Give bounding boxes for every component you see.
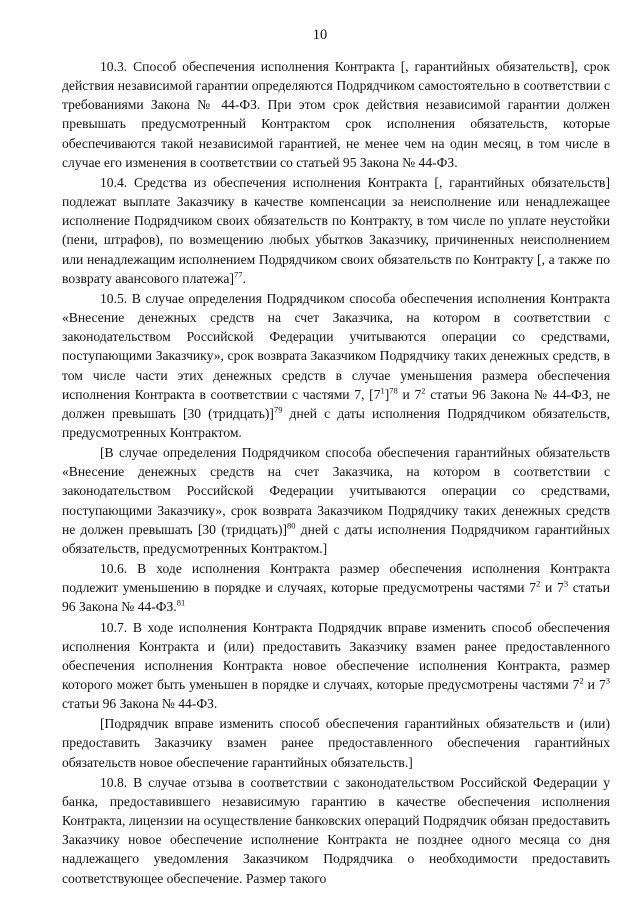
- paragraph-10-4: 10.4. Средства из обеспечения исполнения Контракта [, гарантийных обязательств] подлежат выплате Заказчику в качестве компенсации за неисполнение или ненадлежащее исполнение Подрядчиком своих обязательств по Контракту, в том числе по уплате неустойки (пени, штрафов), по возмещению любых убытков Заказчику, причиненных неисполнением или ненадлежащим исполнением Подрядчиком своих обязательств по Контракту [, а также по возврату авансового платежа]$^{77}$.: [62, 174, 610, 286]
- footnote-ref: 1: [380, 385, 385, 396]
- paragraph-10-7: 10.7. В ходе исполнения Контракта Подрядчик вправе изменить способ обеспечения исполнения Контракта и (или) предоставить Заказчику взамен ранее предоставленного обеспечения исполнения Контракта новое обеспечение исполнения Контракта, размер которого может быть уменьшен в порядке и случаях, которые предусмотрены частями $7^2$ и $7^3$ статьи 96 Закона № 44-ФЗ.: [62, 619, 610, 712]
- footnote-ref: 3: [563, 578, 569, 589]
- paragraph-10-3: 10.3. Способ обеспечения исполнения Контракта [, гарантийных обязательств], срок действия независимой гарантии определяются Подрядчиком самостоятельно в соответствии с требованиями Закона № 44-ФЗ. При этом срок действия независимой гарантии должен превышать предусмотренный Контрактом срок исполнения обязательств, которые обеспечиваются такой независимой гарантией, не менее чем на один месяц, в том числе в случае его изменения в соответствии со статьей 95 Закона № 44-ФЗ.: [62, 59, 610, 170]
- footnote-ref: 78: [389, 385, 398, 396]
- footnote-ref: 81: [176, 597, 186, 608]
- footnote-ref: 79: [273, 404, 283, 415]
- footnote-ref: 77: [233, 269, 243, 280]
- document-body: [62, 57, 610, 888]
- paragraph-10-7-guarantee: [Подрядчик вправе изменить способ обеспечения гарантийных обязательств и (или) предоставить Заказчику взамен ранее предоставленного обеспечения гарантийных обязательств новое обеспечение гарантийных обязательств.]: [62, 716, 610, 770]
- paragraph-10-6: 10.6. В ходе исполнения Контракта размер обеспечения исполнения Контракта подлежит уменьшению в порядке и случаях, которые предусмотрены частями $7^2$ и $7^3$ статьи 96 Закона № 44-ФЗ.$^{81}$: [62, 561, 610, 615]
- paragraph-10-8: 10.8. В случае отзыва в соответствии с законодательством Российской Федерации у банка, предоставившего независимую гарантию в качестве обеспечения исполнения Контракта, лицензии на осуществление банковских операций Подрядчик обязан предоставить Заказчику новое обеспечение исполнение Контракта не позднее одного месяца со дня надлежащего уведомления Заказчиком Подрядчика о необходимости предоставить соответствующее обеспечение. Размер такого: [62, 774, 610, 886]
- footnote-ref: 80: [287, 520, 296, 531]
- paragraph-10-5-guarantee: [В случае определения Подрядчиком способа обеспечения гарантийных обязательств «Внесение денежных средств на счет Заказчика, на котором в соответствии с законодательством Российской Федерации учитываются операции со средствами, поступающими Заказчику», срок возврата Заказчиком Подрядчику таких денежных средств не должен превышать [30 (тридцать)]$^{80}$ дней с даты исполнения Подрядчиком гарантийных обязательств, предусмотренных Контрактом.]: [62, 445, 610, 556]
- footnote-ref: 2: [536, 578, 541, 589]
- footnote-ref: 2: [579, 675, 584, 686]
- footnote-ref: 3: [605, 675, 610, 686]
- footnote-ref: 2: [421, 385, 426, 396]
- paragraph-10-5: 10.5. В случае определения Подрядчиком способа обеспечения исполнения Контракта «Внесение денежных средств на счет Заказчика, на котором в соответствии с законодательством Российской Федерации учитываются операции со средствами, поступающими Заказчику», срок возврата Заказчиком Подрядчику таких денежных средств, в том числе части этих денежных средств в случае уменьшения размера обеспечения исполнения Контракта в соответствии с частями 7, $[7^1]^{78}$ и $7^2$ статьи 96 Закона № 44-ФЗ, не должен превышать [30 (тридцать)]$^{79}$ дней с даты исполнения Подрядчиком обязательств, предусмотренных Контрактом.: [62, 290, 610, 440]
- page-number: 10: [312, 27, 328, 43]
